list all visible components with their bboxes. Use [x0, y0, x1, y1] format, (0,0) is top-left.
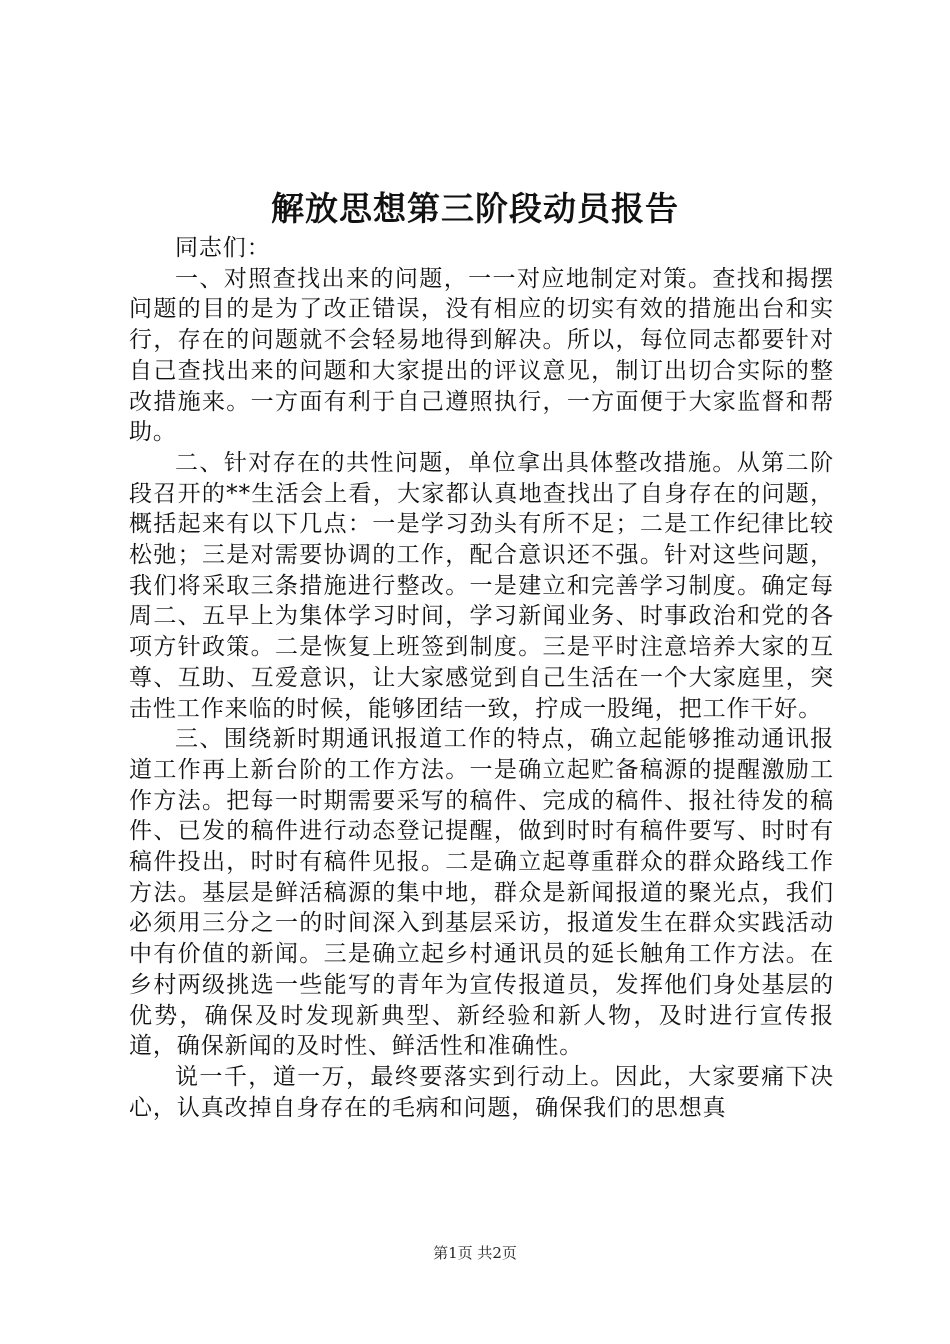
- paragraph-one: 一、对照查找出来的问题，一一对应地制定对策。查找和揭摆问题的目的是为了改正错误，没有相应的切实有效的措施出台和实行，存在的问题就不会轻易地得到解决。所以，每位同志都要针对自己查找出来的问题和大家提出的评议意见，制订出切合实际的整改措施来。一方面有利于自己遵照执行，一方面便于大家监督和帮助。: [129, 265, 834, 446]
- paragraph-two: 二、针对存在的共性问题，单位拿出具体整改措施。从第二阶段召开的**生活会上看，大家都认真地查找出了自身存在的问题，概括起来有以下几点：一是学习劲头有所不足；二是工作纪律比较松弛；三是对需要协调的工作，配合意识还不强。针对这些问题，我们将采取三条措施进行整改。一是建立和完善学习制度。确定每周二、五早上为集体学习时间，学习新闻业务、时事政治和党的各项方针政策。二是恢复上班签到制度。三是平时注意培养大家的互尊、互助、互爱意识，让大家感觉到自己生活在一个大家庭里，突击性工作来临的时候，能够团结一致，拧成一股绳，把工作干好。: [129, 449, 834, 722]
- salutation-paragraph: 同志们：: [175, 235, 271, 261]
- page-number-footer: 第1页 共2页: [433, 1244, 517, 1262]
- document-title: 解放思想第三阶段动员报告: [271, 189, 679, 228]
- paragraph-closing: 说一千，道一万，最终要落实到行动上。因此，大家要痛下决心，认真改掉自身存在的毛病和问题，确保我们的思想真: [129, 1063, 834, 1121]
- document-body: [129, 233, 834, 1123]
- paragraph-three: 三、围绕新时期通讯报道工作的特点，确立起能够推动通讯报道工作再上新台阶的工作方法。一是确立起贮备稿源的提醒激励工作方法。把每一时期需要采写的稿件、完成的稿件、报社待发的稿件、已发的稿件进行动态登记提醒，做到时时有稿件要写、时时有稿件投出，时时有稿件见报。二是确立起尊重群众的群众路线工作方法。基层是鲜活稿源的集中地，群众是新闻报道的聚光点，我们必须用三分之一的时间深入到基层采访，报道发生在群众实践活动中有价值的新闻。三是确立起乡村通讯员的延长触角工作方法。在乡村两级挑选一些能写的青年为宣传报道员，发挥他们身处基层的优势，确保及时发现新典型、新经验和新人物，及时进行宣传报道，确保新闻的及时性、鲜活性和准确性。: [129, 726, 834, 1060]
